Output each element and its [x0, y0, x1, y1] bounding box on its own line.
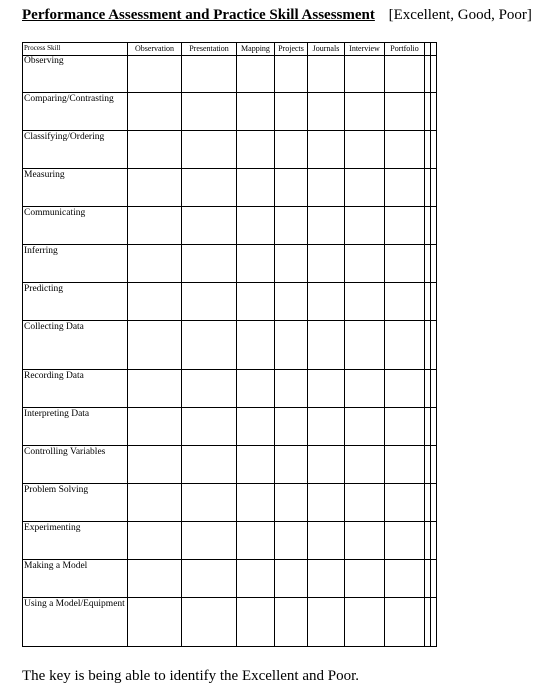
- table-row: [23, 245, 437, 283]
- rating-cell[interactable]: [128, 93, 182, 131]
- rating-cell[interactable]: [275, 370, 308, 408]
- table-row: [23, 408, 437, 446]
- skill-label: Experimenting: [23, 522, 128, 560]
- skill-label: Making a Model: [23, 560, 128, 598]
- header-observation: Observation: [128, 43, 182, 56]
- footer-note: The key is being able to identify the Excellent and Poor.: [22, 668, 359, 684]
- rating-cell[interactable]: [128, 245, 182, 283]
- table-row: [23, 560, 437, 598]
- rating-cell[interactable]: [128, 283, 182, 321]
- rating-cell[interactable]: [431, 321, 437, 370]
- rating-cell[interactable]: [237, 321, 275, 370]
- rating-cell[interactable]: [182, 131, 237, 169]
- skill-label: Communicating: [23, 207, 128, 245]
- table-row: [23, 321, 437, 370]
- rating-cell[interactable]: [275, 408, 308, 446]
- header-mapping: Mapping: [237, 43, 275, 56]
- rating-cell[interactable]: [385, 408, 425, 446]
- table-row: [23, 283, 437, 321]
- rating-cell[interactable]: [385, 321, 425, 370]
- rating-cell[interactable]: [431, 93, 437, 131]
- rating-cell[interactable]: [182, 283, 237, 321]
- rating-cell[interactable]: [128, 522, 182, 560]
- table-row: [23, 522, 437, 560]
- rating-cell[interactable]: [431, 484, 437, 522]
- rating-cell[interactable]: [128, 321, 182, 370]
- rating-cell[interactable]: [128, 598, 182, 647]
- rating-cell[interactable]: [182, 56, 237, 93]
- rating-cell[interactable]: [275, 93, 308, 131]
- rating-cell[interactable]: [308, 131, 345, 169]
- rating-cell[interactable]: [385, 370, 425, 408]
- table-row: [23, 598, 437, 647]
- rating-cell[interactable]: [308, 370, 345, 408]
- rating-cell[interactable]: [275, 321, 308, 370]
- rating-cell[interactable]: [128, 370, 182, 408]
- rating-cell[interactable]: [308, 598, 345, 647]
- rating-cell[interactable]: [431, 56, 437, 93]
- skill-label: Predicting: [23, 283, 128, 321]
- rating-cell[interactable]: [385, 522, 425, 560]
- rating-cell[interactable]: [308, 560, 345, 598]
- rating-cell[interactable]: [431, 522, 437, 560]
- table-row: [23, 56, 437, 93]
- document-title: Performance Assessment and Practice Skill Assessment: [22, 7, 375, 23]
- assessment-table: [22, 42, 437, 647]
- rating-cell[interactable]: [385, 560, 425, 598]
- rating-cell[interactable]: [431, 131, 437, 169]
- skill-rows: [23, 56, 437, 647]
- rating-cell[interactable]: [431, 370, 437, 408]
- rating-cell[interactable]: [308, 93, 345, 131]
- rating-cell[interactable]: [385, 283, 425, 321]
- rating-cell[interactable]: [182, 598, 237, 647]
- rating-cell[interactable]: [308, 408, 345, 446]
- rating-cell[interactable]: [385, 169, 425, 207]
- rating-cell[interactable]: [385, 93, 425, 131]
- rating-cell[interactable]: [275, 522, 308, 560]
- rating-cell[interactable]: [385, 598, 425, 647]
- table-row: [23, 169, 437, 207]
- skill-label: Interpreting Data: [23, 408, 128, 446]
- rating-cell[interactable]: [128, 408, 182, 446]
- rating-cell[interactable]: [275, 169, 308, 207]
- rating-cell[interactable]: [128, 446, 182, 484]
- rating-cell[interactable]: [431, 283, 437, 321]
- rating-cell[interactable]: [431, 245, 437, 283]
- skill-label: Observing: [23, 56, 128, 93]
- header-process-skill: Process Skill: [23, 43, 128, 56]
- rating-cell[interactable]: [431, 408, 437, 446]
- rating-cell[interactable]: [345, 93, 385, 131]
- rating-cell[interactable]: [308, 283, 345, 321]
- rating-cell[interactable]: [237, 522, 275, 560]
- rating-scale: [Excellent, Good, Poor]: [388, 7, 532, 23]
- rating-cell[interactable]: [345, 446, 385, 484]
- rating-cell[interactable]: [128, 131, 182, 169]
- skill-label: Controlling Variables: [23, 446, 128, 484]
- table-row: [23, 207, 437, 245]
- rating-cell[interactable]: [308, 207, 345, 245]
- rating-cell[interactable]: [237, 560, 275, 598]
- rating-cell[interactable]: [182, 370, 237, 408]
- rating-cell[interactable]: [345, 56, 385, 93]
- rating-cell[interactable]: [275, 131, 308, 169]
- skill-label: Recording Data: [23, 370, 128, 408]
- header-blank-2: [431, 43, 437, 56]
- rating-cell[interactable]: [431, 560, 437, 598]
- rating-cell[interactable]: [237, 598, 275, 647]
- rating-cell[interactable]: [345, 245, 385, 283]
- rating-cell[interactable]: [182, 522, 237, 560]
- rating-cell[interactable]: [128, 56, 182, 93]
- rating-cell[interactable]: [237, 245, 275, 283]
- rating-cell[interactable]: [128, 484, 182, 522]
- rating-cell[interactable]: [345, 321, 385, 370]
- rating-cell[interactable]: [308, 321, 345, 370]
- skill-label: Inferring: [23, 245, 128, 283]
- rating-cell[interactable]: [237, 408, 275, 446]
- rating-cell[interactable]: [275, 56, 308, 93]
- rating-cell[interactable]: [275, 245, 308, 283]
- skill-label: Using a Model/Equipment: [23, 598, 128, 647]
- rating-cell[interactable]: [308, 56, 345, 93]
- rating-cell[interactable]: [385, 207, 425, 245]
- skill-label: Comparing/Contrasting: [23, 93, 128, 131]
- rating-cell[interactable]: [128, 169, 182, 207]
- rating-cell[interactable]: [275, 207, 308, 245]
- rating-cell[interactable]: [308, 446, 345, 484]
- skill-label: Measuring: [23, 169, 128, 207]
- rating-cell[interactable]: [237, 169, 275, 207]
- skill-label: Classifying/Ordering: [23, 131, 128, 169]
- rating-cell[interactable]: [431, 169, 437, 207]
- table-row: [23, 131, 437, 169]
- header-projects: Projects: [275, 43, 308, 56]
- rating-cell[interactable]: [308, 522, 345, 560]
- rating-cell[interactable]: [237, 484, 275, 522]
- rating-cell[interactable]: [237, 56, 275, 93]
- rating-cell[interactable]: [385, 484, 425, 522]
- rating-cell[interactable]: [237, 131, 275, 169]
- rating-cell[interactable]: [345, 370, 385, 408]
- header-portfolio: Portfolio: [385, 43, 425, 56]
- skill-label: Problem Solving: [23, 484, 128, 522]
- rating-cell[interactable]: [237, 446, 275, 484]
- rating-cell[interactable]: [182, 93, 237, 131]
- header-presentation: Presentation: [182, 43, 237, 56]
- rating-cell[interactable]: [345, 131, 385, 169]
- table-row: [23, 446, 437, 484]
- rating-cell[interactable]: [385, 245, 425, 283]
- rating-cell[interactable]: [182, 245, 237, 283]
- rating-cell[interactable]: [345, 283, 385, 321]
- rating-cell[interactable]: [345, 522, 385, 560]
- rating-cell[interactable]: [182, 484, 237, 522]
- rating-cell[interactable]: [275, 446, 308, 484]
- rating-cell[interactable]: [128, 207, 182, 245]
- rating-cell[interactable]: [308, 484, 345, 522]
- table-row: [23, 370, 437, 408]
- rating-cell[interactable]: [237, 283, 275, 321]
- rating-cell[interactable]: [385, 446, 425, 484]
- table-row: [23, 484, 437, 522]
- table-header-row: [23, 43, 437, 56]
- table-row: [23, 93, 437, 131]
- rating-cell[interactable]: [275, 598, 308, 647]
- rating-cell[interactable]: [182, 408, 237, 446]
- skill-label: Collecting Data: [23, 321, 128, 370]
- rating-cell[interactable]: [237, 207, 275, 245]
- rating-cell[interactable]: [385, 56, 425, 93]
- rating-cell[interactable]: [275, 283, 308, 321]
- rating-cell[interactable]: [128, 560, 182, 598]
- rating-cell[interactable]: [275, 484, 308, 522]
- page-title: [22, 7, 532, 24]
- rating-cell[interactable]: [385, 131, 425, 169]
- rating-cell[interactable]: [308, 245, 345, 283]
- rating-cell[interactable]: [345, 408, 385, 446]
- rating-cell[interactable]: [182, 207, 237, 245]
- rating-cell[interactable]: [182, 560, 237, 598]
- rating-cell[interactable]: [345, 598, 385, 647]
- rating-cell[interactable]: [345, 207, 385, 245]
- rating-cell[interactable]: [431, 598, 437, 647]
- rating-cell[interactable]: [431, 446, 437, 484]
- rating-cell[interactable]: [345, 484, 385, 522]
- header-interview: Interview: [345, 43, 385, 56]
- rating-cell[interactable]: [275, 560, 308, 598]
- rating-cell[interactable]: [308, 169, 345, 207]
- rating-cell[interactable]: [182, 169, 237, 207]
- rating-cell[interactable]: [182, 446, 237, 484]
- header-journals: Journals: [308, 43, 345, 56]
- rating-cell[interactable]: [237, 370, 275, 408]
- rating-cell[interactable]: [431, 207, 437, 245]
- rating-cell[interactable]: [182, 321, 237, 370]
- rating-cell[interactable]: [345, 560, 385, 598]
- rating-cell[interactable]: [237, 93, 275, 131]
- rating-cell[interactable]: [345, 169, 385, 207]
